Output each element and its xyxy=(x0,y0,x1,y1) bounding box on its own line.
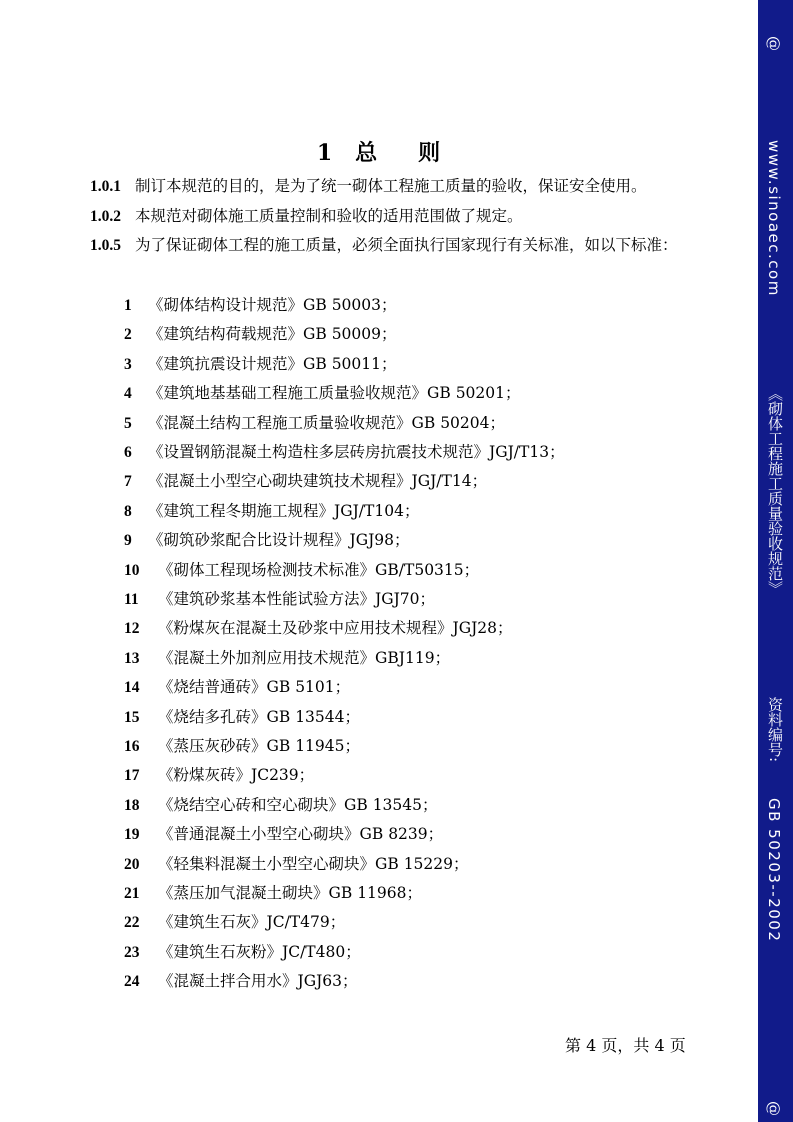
standard-item xyxy=(124,732,360,761)
section-title-char-2: 则 xyxy=(418,140,442,166)
standard-number: 12 xyxy=(124,620,140,638)
standard-item xyxy=(124,820,443,849)
standard-item xyxy=(124,585,435,614)
standard-number: 13 xyxy=(124,649,140,667)
standard-text: 《建筑抗震设计规范》GB 50011； xyxy=(148,354,397,373)
standard-item xyxy=(124,320,397,349)
watermark-sidebar xyxy=(758,0,793,1122)
standard-item xyxy=(124,556,479,585)
standard-text: 《粉煤灰砖》JC239； xyxy=(158,766,315,785)
standard-number: 6 xyxy=(124,444,132,461)
standard-text: 《烧结空心砖和空心砌块》GB 13545； xyxy=(158,795,438,814)
standard-number: 19 xyxy=(124,826,140,844)
standard-text: 《蒸压灰砂砖》GB 11945； xyxy=(158,737,361,755)
standard-number: 24 xyxy=(124,973,140,991)
section-title xyxy=(0,136,758,167)
standard-number: 2 xyxy=(124,326,132,344)
clause-code: 1.0.5 xyxy=(90,237,121,254)
standard-item xyxy=(124,291,397,320)
section-number: 1 xyxy=(316,140,334,166)
standard-number: 11 xyxy=(124,591,139,608)
standard-number: 5 xyxy=(124,414,132,432)
standard-text: 《烧结多孔砖》GB 13544； xyxy=(158,707,361,726)
standard-text: 《建筑生石灰粉》JC/T480； xyxy=(158,942,361,961)
standard-text: 《蒸压加气混凝土砌块》GB 11968； xyxy=(158,884,423,902)
standard-text: 《混凝土外加剂应用技术规范》GBJ119； xyxy=(158,648,451,667)
clause-1-0-1 xyxy=(90,172,710,201)
standard-number: 4 xyxy=(124,385,132,403)
clause-text: 制订本规范的目的，是为了统一砌体工程施工质量的验收，保证安全使用。 xyxy=(135,177,647,195)
sidebar-site: www.sinoaec.com xyxy=(765,140,783,297)
sidebar-at-bottom: @ xyxy=(765,1101,783,1116)
standard-number: 20 xyxy=(124,855,140,873)
standard-number: 1 xyxy=(124,297,132,314)
standard-text: 《轻集料混凝土小型空心砌块》GB 15229； xyxy=(158,854,469,873)
clause-text: 为了保证砌体工程的施工质量，必须全面执行国家现行有关标准，如以下标准： xyxy=(135,236,678,254)
standard-item xyxy=(124,938,361,967)
standard-item xyxy=(124,438,565,467)
standard-text: 《设置钢筋混凝土构造柱多层砖房抗震技术规范》JGJ/T13； xyxy=(148,443,565,461)
sidebar-doc-no-label: 资料编号: xyxy=(766,697,784,763)
standard-item xyxy=(124,497,419,526)
standard-item xyxy=(124,967,358,996)
standard-number: 8 xyxy=(124,502,132,520)
standard-text: 《砌筑砂浆配合比设计规程》JGJ98； xyxy=(148,531,410,550)
standard-item xyxy=(124,409,505,438)
clause-code: 1.0.2 xyxy=(90,208,121,225)
standard-text: 《砌体结构设计规范》GB 50003； xyxy=(148,296,397,314)
standard-number: 23 xyxy=(124,943,140,961)
standard-text: 《建筑砂浆基本性能试验方法》JGJ70； xyxy=(158,590,436,608)
clause-text: 本规范对砌体施工质量控制和验收的适用范围做了规定。 xyxy=(135,207,523,225)
standard-item xyxy=(124,908,345,937)
standard-item xyxy=(124,467,487,496)
standard-item xyxy=(124,673,350,702)
standard-item xyxy=(124,879,422,908)
standard-number: 9 xyxy=(124,532,132,550)
standard-text: 《混凝土结构工程施工质量验收规范》GB 50204； xyxy=(148,413,506,432)
standard-item xyxy=(124,350,397,379)
standard-number: 15 xyxy=(124,708,140,726)
section-title-char-1: 总 xyxy=(355,140,379,166)
clause-1-0-2 xyxy=(90,202,710,231)
sidebar-doc-no: GB 50203--2002 xyxy=(765,798,783,943)
standard-text: 《粉煤灰在混凝土及砂浆中应用技术规程》JGJ28； xyxy=(158,619,513,638)
standard-number: 14 xyxy=(124,679,140,697)
sidebar-doc-title: 《砌体工程施工质量验收规范》 xyxy=(766,386,784,596)
sidebar-at-top: @ xyxy=(765,36,783,51)
standard-number: 3 xyxy=(124,355,132,373)
standard-number: 18 xyxy=(124,796,140,814)
standard-number: 10 xyxy=(124,561,140,579)
standard-item xyxy=(124,761,314,790)
standard-text: 《混凝土拌合用水》JGJ63； xyxy=(158,972,358,991)
clause-code: 1.0.1 xyxy=(90,178,121,195)
standard-text: 《普通混凝土小型空心砌块》GB 8239； xyxy=(158,825,444,844)
standard-text: 《烧结普通砖》GB 5101； xyxy=(158,678,351,697)
clause-1-0-5 xyxy=(90,231,710,260)
standard-item xyxy=(124,644,450,673)
standard-item xyxy=(124,850,469,879)
standard-item xyxy=(124,614,513,643)
standard-text: 《建筑生石灰》JC/T479； xyxy=(158,913,346,932)
standard-number: 22 xyxy=(124,914,140,932)
standard-number: 21 xyxy=(124,885,140,902)
standard-number: 17 xyxy=(124,767,140,785)
page-footer: 第 4 页，共 4 页 xyxy=(565,1036,686,1055)
standard-text: 《混凝土小型空心砌块建筑技术规程》JGJ/T14； xyxy=(148,472,488,491)
standard-item xyxy=(124,526,410,555)
standard-text: 《建筑结构荷载规范》GB 50009； xyxy=(148,325,397,344)
standard-item xyxy=(124,791,438,820)
standard-number: 7 xyxy=(124,473,132,491)
standard-item xyxy=(124,703,360,732)
standard-text: 《砌体工程现场检测技术标准》GB/T50315； xyxy=(158,560,480,579)
standard-number: 16 xyxy=(124,738,140,755)
standard-text: 《建筑地基基础工程施工质量验收规范》GB 50201； xyxy=(148,384,521,403)
standard-item xyxy=(124,379,521,408)
standard-text: 《建筑工程冬期施工规程》JGJ/T104； xyxy=(148,501,420,520)
